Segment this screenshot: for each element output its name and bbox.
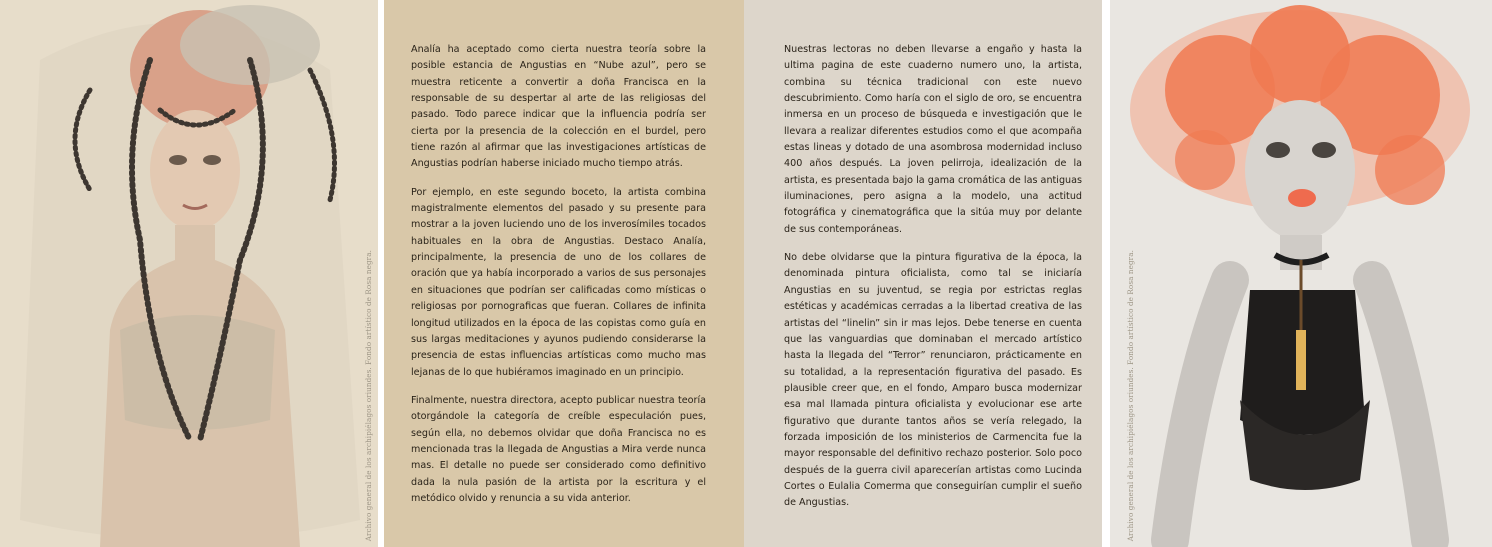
left-paragraph-2: Por ejemplo, en este segundo boceto, la artista combina magistralmente elementos del pasado y su presente para mostrar a la joven luciendo uno de los inverosímiles tocados habituales en la obra de Angustias. Destaco Analía, principalmente, la presencia de uno de los collares de oración que ya había incorporado a varios de sus personajes en situaciones que podrían ser calificadas como místicas o religiosas por pornograficas que fueran. Collares de infinita longitud utilizados en la época de las copistas como guía en sus largas meditaciones y ayunos pudiendo considerarse la presencia de estas influencias artísticas como mucho mas lejanas de lo que hubiéramos imaginado en un principio. xyxy=(411,186,706,378)
left-paragraph-1: Analía ha aceptado como cierta nuestra teoría sobre la posible estancia de Angustias en “Nube azul”, pero se muestra reticente a convertir a doña Francisca en la responsable de su despertar al arte de las religiosas del pasado. Todo parece indicar que la influencia podría ser cierta por la presencia de la colección en el burdel, pero tiene razón al afirmar que las investigaciones artísticas de Angustias podrían haberse iniciado mucho tiempo atrás. xyxy=(411,44,706,170)
right-text-page xyxy=(744,0,1102,547)
right-caption: Archivo general de los archipiélagos oriundes. Fondo artístico de Rosa negra. xyxy=(1126,250,1135,542)
redhead-woman-sketch xyxy=(1110,0,1492,547)
right-paragraph-2: No debe olvidarse que la pintura figurativa de la época, la denominada pintura oficialista, como tal se iniciaría Angustias en su juventud, se regia por estrictas reglas estéticas y académicas cerradas a la libertad creativa de las artistas del “linelin” sin ir mas lejos. Debe tenerse en cuenta que las vanguardias que dominaban el mercado artístico hasta la llegada del “Terror” renunciaron, prácticamente en su totalidad, a la representación figurativa del pasado. Es plausible creer que, en el fondo, Amparo busca modernizar esa mal llamada pintura oficialista y evolucionar ese arte figurativo que durante tantos años se vería relegado, la forzada imposición de los ministerios de Carmencita fue la mayor responsable del definitivo rechazo posterior. Solo poco después de la guerra civil aparecerían artistas como Lucinda Cortes o Eulalia Comerma que conseguirían cumplir el sueño de Angustias. xyxy=(784,252,1082,509)
left-text-page xyxy=(384,0,744,547)
headdress-woman-sketch xyxy=(0,0,378,547)
right-paragraph-1: Nuestras lectoras no deben llevarse a engaño y hasta la ultima pagina de este cuaderno numero uno, la artista, combina su técnica tradicional con este nuevo descubrimiento. Como haría con el siglo de oro, se encuentra inmersa en un proceso de búsqueda e investigación que le llevara a realizar diferentes estudios como el que acompaña estas lineas y dotado de una asombrosa modernidad incluso 400 años después. La joven pelirroja, idealización de la artista, es presentada bajo la gama cromática de las antiguas iluminaciones, pero asigna a la modelo, una actitud fotográfica y cinematográfica que la sitúa muy por delante de sus contemporáneas. xyxy=(784,44,1082,235)
left-paragraph-3: Finalmente, nuestra directora, acepto publicar nuestra teoría otorgándole la categoría de creíble especulación pues, según ella, no debemos olvidar que doña Francisca no es mencionada tras la llegada de Angustias a Mira verde nunca mas. El detalle no puede ser considerado como definitivo dada la nula pasión de la artista por la escritura y el metódico olvido y renuncia a su vida anterior. xyxy=(411,394,706,504)
left-caption: Archivo general de los archipiélagos oriundes. Fondo artístico de Rosa negra. xyxy=(364,250,373,542)
left-text-block xyxy=(411,42,706,519)
right-illustration xyxy=(1110,0,1492,547)
right-text-block xyxy=(784,42,1082,524)
left-illustration xyxy=(0,0,378,547)
